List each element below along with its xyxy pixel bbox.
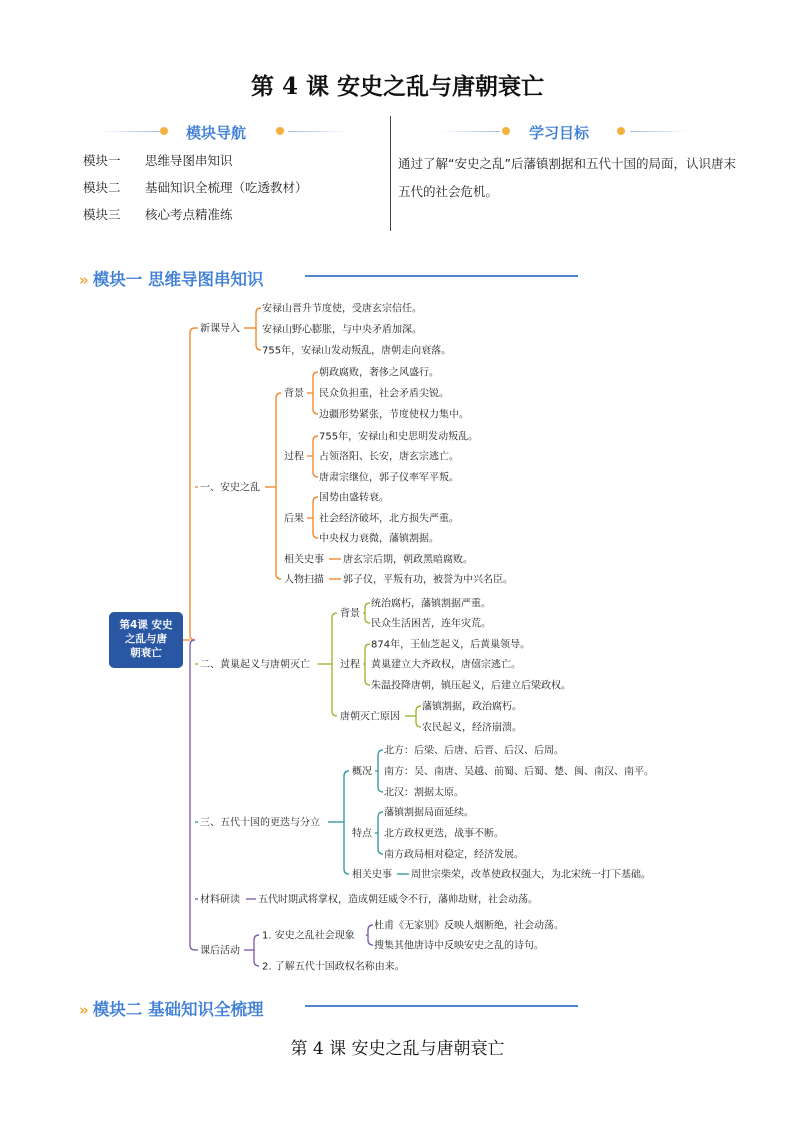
leaf-item: 藩镇割据，政治腐朽。 xyxy=(422,701,522,713)
leaf-item: 北方：后梁、后唐、后晋、后汉、后周。 xyxy=(384,745,564,757)
sub-branch-label: 概况 xyxy=(352,766,372,778)
leaf-bracket xyxy=(378,750,383,792)
goals-heading: 学习目标 xyxy=(529,124,590,142)
section-heading-2-text: 模块二 基础知识全梳理 xyxy=(92,1000,264,1019)
leaf-bracket xyxy=(378,812,383,854)
leaf-item: 874年，王仙芝起义，后黄巢领导。 xyxy=(371,639,531,651)
leaf-item: 杜甫《无家别》反映人烟断绝，社会动荡。 xyxy=(374,920,564,932)
leaf-item: 中央权力衰微，藩镇割据。 xyxy=(319,533,439,545)
section-heading-2 xyxy=(79,996,263,1020)
leaf-item: 北汉：割据太原。 xyxy=(384,787,464,799)
leaf-bracket xyxy=(313,436,318,477)
leaf-item: 统治腐朽，藩镇割据严重。 xyxy=(371,598,491,610)
leaf-item: 民众负担重，社会矛盾尖锐。 xyxy=(319,388,449,400)
sub-bracket xyxy=(332,613,337,716)
sub-branch-label: 人物扫描 xyxy=(284,574,324,586)
leaf-item: 安禄山晋升节度使，受唐玄宗信任。 xyxy=(262,303,422,315)
leaf-bracket xyxy=(365,644,370,685)
sub-bracket xyxy=(254,935,259,966)
branch-label: 课后活动 xyxy=(200,945,240,957)
leaf-item: 北方政权更迭，战事不断。 xyxy=(384,828,504,840)
root-line-1: 第4课 安史 xyxy=(119,619,173,631)
leaf-item: 农民起义，经济崩溃。 xyxy=(422,722,522,734)
leaf-item: 南方政局相对稳定，经济发展。 xyxy=(384,849,524,861)
sub-branch-label: 特点 xyxy=(352,828,372,840)
section-heading-2-rule xyxy=(305,1005,578,1007)
footer-title: 第 4 课 安史之乱与唐朝衰亡 xyxy=(290,1039,505,1059)
nav-heading: 模块导航 xyxy=(186,124,247,142)
leaf-item: 边疆形势紧张，节度使权力集中。 xyxy=(319,409,469,421)
leaf-item: 黄巢建立大齐政权，唐僖宗逃亡。 xyxy=(371,659,521,671)
spine-lower xyxy=(190,640,195,950)
leaf-item: 南方：吴、南唐、吴越、前蜀、后蜀、楚、闽、南汉、南平。 xyxy=(384,766,654,778)
leaf-item: 755年，安禄山发动叛乱，唐朝走向衰落。 xyxy=(262,345,452,357)
sub-leaf: 2. 了解五代十国政权名称由来。 xyxy=(262,961,405,973)
nav-key: 模块三 xyxy=(83,207,121,222)
root-line-2: 之乱与唐 xyxy=(125,633,167,645)
double-chevron-icon: » xyxy=(79,1001,89,1019)
leaf-item: 唐肃宗继位，郭子仪率军平叛。 xyxy=(319,472,459,484)
leaf-item: 搜集其他唐诗中反映安史之乱的诗句。 xyxy=(374,940,544,952)
leaf-bracket xyxy=(416,706,421,727)
section-heading-1-text: 模块一 思维导图串知识 xyxy=(92,270,264,289)
sub-leaf: 唐玄宗后期，朝政黑暗腐败。 xyxy=(343,554,473,566)
leaf-bracket xyxy=(365,603,370,623)
sub-branch-label: 唐朝灭亡原因 xyxy=(340,711,400,723)
leaf-item: 社会经济破坏，北方损失严重。 xyxy=(319,513,459,525)
leaf-item: 藩镇割据局面延续。 xyxy=(384,807,474,819)
sub-branch-label: 背景 xyxy=(340,608,360,620)
leaf-bracket xyxy=(256,308,261,350)
leaf-item: 朱温投降唐朝，镇压起义，后建立后梁政权。 xyxy=(371,680,571,692)
branch-label: 三、五代十国的更迭与分立 xyxy=(200,817,320,829)
leaf-item: 占领洛阳、长安，唐玄宗逃亡。 xyxy=(319,451,459,463)
leaf-item: 国势由盛转衰。 xyxy=(319,492,389,504)
sub-branch-label: 相关史事 xyxy=(352,869,392,881)
double-chevron-icon: » xyxy=(79,271,89,289)
sub-branch-label: 过程 xyxy=(284,451,304,463)
sub-bracket xyxy=(344,771,349,874)
nav-key: 模块二 xyxy=(83,180,121,195)
spine-upper xyxy=(190,328,195,640)
branch-label: 二、黄巢起义与唐朝灭亡 xyxy=(200,659,310,671)
sub-branch-label: 1. 安史之乱社会现象 xyxy=(262,930,355,942)
sub-branch-label: 过程 xyxy=(340,659,360,671)
nav-key: 模块一 xyxy=(83,153,121,168)
page-title: 第 4 课 安史之乱与唐朝衰亡 xyxy=(250,73,545,100)
sub-branch-label: 后果 xyxy=(284,513,304,525)
leaf-bracket xyxy=(368,925,373,945)
branch-leaf: 五代时期武将掌权，造成朝廷威令不行，藩帅劫财，社会动荡。 xyxy=(258,894,538,906)
leaf-item: 755年，安禄山和史思明发动叛乱。 xyxy=(319,431,479,443)
branch-label: 材料研读 xyxy=(200,894,240,906)
leaf-bracket xyxy=(313,497,318,538)
leaf-bracket xyxy=(313,372,318,414)
goals-text: 通过了解“安史之乱”后藩镇割据和五代十国的局面，认识唐末五代的社会危机。 xyxy=(398,156,736,199)
branch-label: 一、安史之乱 xyxy=(200,482,260,494)
leaf-item: 安禄山野心膨胀，与中央矛盾加深。 xyxy=(262,324,422,336)
sub-branch-label: 相关史事 xyxy=(284,554,324,566)
sub-branch-label: 背景 xyxy=(284,388,304,400)
nav-text: 思维导图串知识 xyxy=(145,153,233,168)
leaf-item: 民众生活困苦，连年灾荒。 xyxy=(371,618,491,630)
sub-leaf: 周世宗柴荣，改革使政权强大，为北宋统一打下基础。 xyxy=(411,869,651,881)
sub-leaf: 郭子仪，平叛有功，被誉为中兴名臣。 xyxy=(343,574,513,586)
sub-bracket xyxy=(276,393,281,579)
nav-text: 基础知识全梳理（吃透教材） xyxy=(145,180,308,195)
nav-text: 核心考点精准练 xyxy=(145,207,233,222)
root-line-3: 朝衰亡 xyxy=(130,647,162,659)
mind-map-root xyxy=(109,612,183,668)
branch-label: 新课导入 xyxy=(200,323,240,335)
leaf-item: 朝政腐败，奢侈之风盛行。 xyxy=(319,367,439,379)
